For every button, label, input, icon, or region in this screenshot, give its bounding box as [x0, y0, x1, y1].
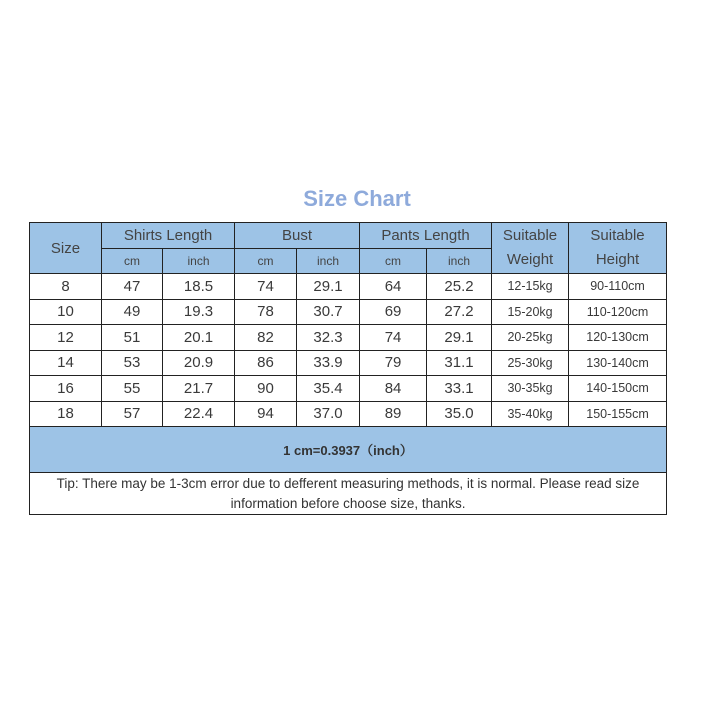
cell-pants-inch: 35.0: [427, 401, 492, 427]
cell-pants-cm: 64: [360, 274, 427, 300]
size-chart-table: [29, 222, 667, 515]
table-row: [30, 401, 667, 427]
cell-shirt-inch: 19.3: [163, 299, 235, 325]
unit-bust-cm: cm: [235, 249, 297, 274]
header-row: [30, 223, 667, 249]
header-weight-line2: Weight: [506, 251, 554, 268]
tip-row: [30, 473, 667, 515]
cell-bust-cm: 94: [235, 401, 297, 427]
header-height-line1: Suitable: [590, 227, 645, 244]
cell-bust-cm: 74: [235, 274, 297, 300]
cell-size: 12: [30, 325, 102, 351]
cell-shirt-cm: 51: [102, 325, 163, 351]
cell-bust-inch: 37.0: [297, 401, 360, 427]
cell-pants-inch: 33.1: [427, 376, 492, 402]
cell-bust-cm: 78: [235, 299, 297, 325]
cell-weight: 25-30kg: [492, 350, 569, 376]
cell-pants-cm: 69: [360, 299, 427, 325]
table-row: [30, 274, 667, 300]
cell-size: 8: [30, 274, 102, 300]
cell-shirt-inch: 20.1: [163, 325, 235, 351]
cell-bust-cm: 86: [235, 350, 297, 376]
header-suitable-weight: [492, 223, 569, 274]
table-row: [30, 376, 667, 402]
cell-pants-cm: 84: [360, 376, 427, 402]
header-pants-length: Pants Length: [360, 223, 492, 249]
table-row: [30, 350, 667, 376]
header-bust: Bust: [235, 223, 360, 249]
cell-height: 110-120cm: [569, 299, 667, 325]
cell-shirt-inch: 22.4: [163, 401, 235, 427]
cell-pants-cm: 89: [360, 401, 427, 427]
cell-shirt-cm: 57: [102, 401, 163, 427]
cell-weight: 20-25kg: [492, 325, 569, 351]
unit-shirt-cm: cm: [102, 249, 163, 274]
header-size: Size: [30, 223, 102, 274]
cell-shirt-cm: 47: [102, 274, 163, 300]
cell-shirt-cm: 53: [102, 350, 163, 376]
cell-shirt-cm: 55: [102, 376, 163, 402]
cell-size: 18: [30, 401, 102, 427]
cell-pants-cm: 74: [360, 325, 427, 351]
conversion-row: [30, 427, 667, 473]
cell-height: 150-155cm: [569, 401, 667, 427]
cell-size: 14: [30, 350, 102, 376]
cell-pants-inch: 27.2: [427, 299, 492, 325]
cell-height: 90-110cm: [569, 274, 667, 300]
cell-pants-inch: 31.1: [427, 350, 492, 376]
cell-weight: 35-40kg: [492, 401, 569, 427]
cell-bust-inch: 32.3: [297, 325, 360, 351]
cell-height: 130-140cm: [569, 350, 667, 376]
cell-bust-inch: 33.9: [297, 350, 360, 376]
cell-shirt-inch: 18.5: [163, 274, 235, 300]
cell-weight: 30-35kg: [492, 376, 569, 402]
cell-weight: 15-20kg: [492, 299, 569, 325]
cell-size: 16: [30, 376, 102, 402]
cell-pants-cm: 79: [360, 350, 427, 376]
cell-pants-inch: 29.1: [427, 325, 492, 351]
cell-height: 140-150cm: [569, 376, 667, 402]
cell-height: 120-130cm: [569, 325, 667, 351]
header-weight-line1: Suitable: [502, 227, 558, 244]
unit-pants-cm: cm: [360, 249, 427, 274]
cell-shirt-inch: 21.7: [163, 376, 235, 402]
cell-bust-cm: 90: [235, 376, 297, 402]
unit-bust-inch: inch: [297, 249, 360, 274]
cell-shirt-inch: 20.9: [163, 350, 235, 376]
cell-bust-inch: 35.4: [297, 376, 360, 402]
table-row: [30, 325, 667, 351]
cell-bust-cm: 82: [235, 325, 297, 351]
header-suitable-height: [569, 223, 667, 274]
unit-pants-inch: inch: [427, 249, 492, 274]
table-row: [30, 299, 667, 325]
cell-bust-inch: 30.7: [297, 299, 360, 325]
cell-weight: 12-15kg: [492, 274, 569, 300]
page-title: Size Chart: [303, 186, 411, 211]
header-shirts-length: Shirts Length: [102, 223, 235, 249]
header-height-line2: Height: [595, 251, 640, 268]
cell-size: 10: [30, 299, 102, 325]
cell-bust-inch: 29.1: [297, 274, 360, 300]
cell-pants-inch: 25.2: [427, 274, 492, 300]
unit-shirt-inch: inch: [163, 249, 235, 274]
cell-shirt-cm: 49: [102, 299, 163, 325]
tip-text: Tip: There may be 1-3cm error due to defferent measuring methods, it is normal. Please read size information before choose size, thanks.: [30, 473, 667, 515]
conversion-note: 1 cm=0.3937（inch）: [30, 427, 667, 473]
